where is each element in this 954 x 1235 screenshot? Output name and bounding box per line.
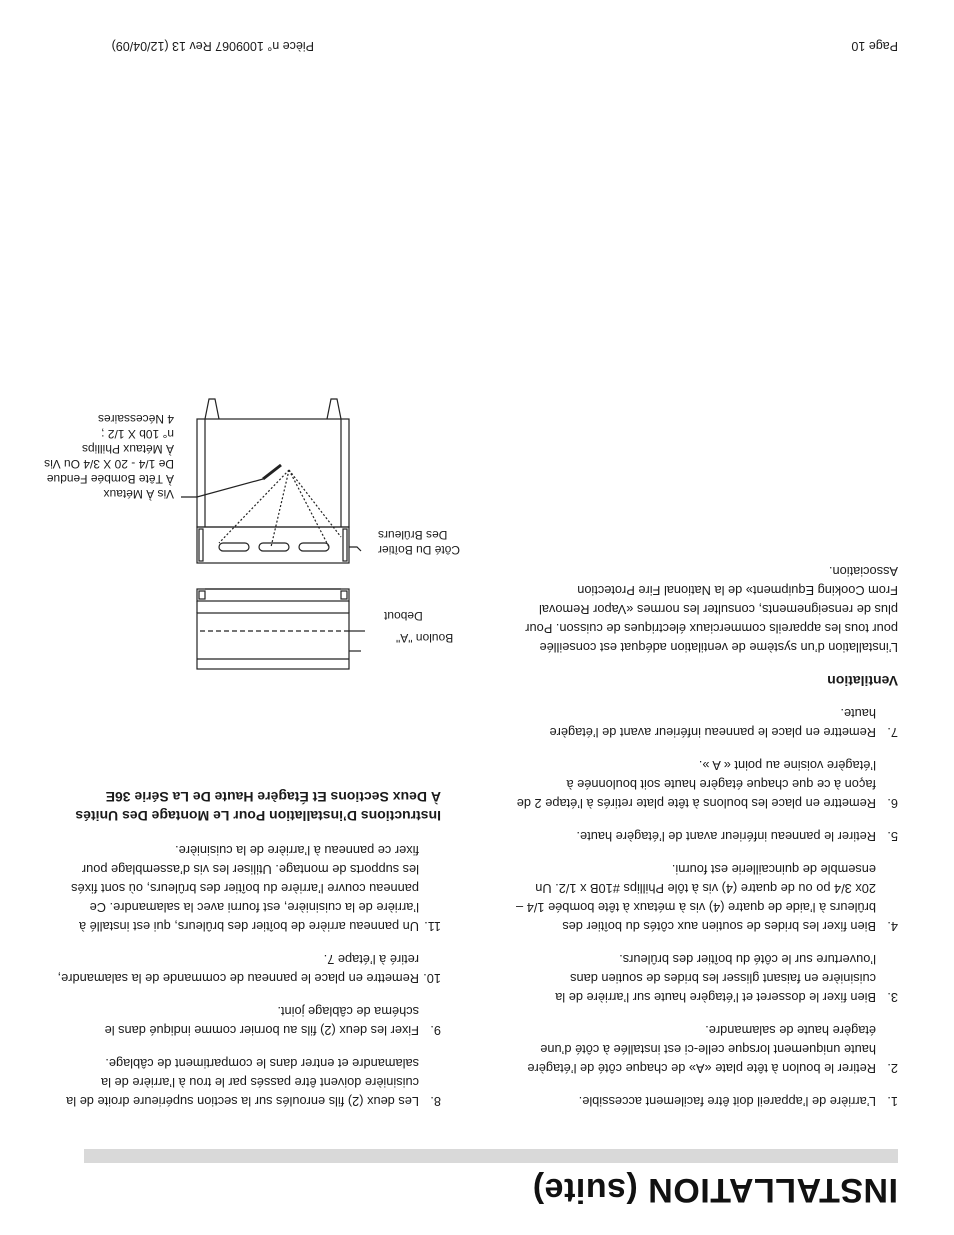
list-item: 1. L’arrière de l’appareil doit être facilement accessible. [578, 1094, 898, 1109]
list-item: 3. Bien fixer le dosseret et l’étagère haute sur l’arrière de la cuisinière en faisant glisser les brides de soutien dans l’ouverture sur le côté du boîtier des brûleurs. [555, 952, 898, 1005]
screw-icon [263, 465, 281, 479]
foot-right [205, 399, 219, 419]
foot-left [327, 399, 341, 419]
page-number: Page 10 [851, 39, 898, 53]
list-item: 10. Remettre en place le panneau de commande de la salamandre, retiré à l’étape 7. [57, 952, 441, 986]
list-item: 4. Bien fixer les brides de soutien aux côtés du boîtier des brûleurs à l’aide de quatre (4) vis à métaux à tête bombée 1/4 – 20x 3/4 po ou de quatre (4) vis à tôle Phillips #10B x 1/2. Un ensemble de quincaillerie est fourni. [516, 862, 898, 934]
label-vis-metaux: Vis À Métaux À Tête Bombée Fendue De 1/4 - 20 X 3/4 Ou Vis À Métaux Phillips n° 10b X 1/2 ; 4 Nécessaires [44, 412, 174, 501]
title-divider-bar [84, 1149, 898, 1163]
bolt-strip [197, 589, 349, 601]
list-item: 8. Les deux (2) fils enroulés sur la section supérieure droite de la cuisinière doivent être passés par le trou à l’arrière de la salamandre et entrer dans le compartiment de câblage. [66, 1056, 441, 1109]
list-item: 9. Fixer les deux (2) fils au bornier comme indiqué dans le schéma de câblage joint. [104, 1004, 441, 1038]
diagram-heading: Instructions D’installation Pour Le Montage Des Unités À Deux Sections Et Étagère Haute De La Série 36E [75, 789, 441, 824]
list-item: 6. Remettre en place les boulons à tête plate retirés à l’étape 2 de façon à ce que chaque étagère haute soit boulonnée à l’étagère voisine au point « A ». [516, 758, 898, 811]
bolt-a-left [341, 591, 347, 599]
list-item: 5. Retirer le panneau inférieur avant de l’étagère haute. [576, 829, 898, 844]
list-item: 11. Un panneau arrière de boîtier des brûleurs, qui est installé à l’arrière de la cuisinière, est fourni avec la salamandre. Ce panneau couvre l’arrière du boîtier des brûleurs, où sont fixés les supports de montage. Utiliser les vis d’assemblage pour fixer ce panneau à l’arrière de la cuisinière. [71, 843, 441, 934]
right-column [57, 773, 441, 1111]
ventilation-heading: Ventilation [827, 673, 898, 689]
bolt-a-right [199, 591, 205, 599]
slot-left [299, 543, 329, 551]
list-item: 2. Retirer le boulon à tête plate «A» de chaque côté de l’étagère haute uniquement lorsque celle-ci est installée à côté d’une étagère haute de salamandre. [527, 1023, 898, 1076]
page-title: INSTALLATION (suite) [532, 1171, 898, 1209]
list-item: 7. Remettre en place le panneau inférieur avant de l’étagère haute. [549, 706, 898, 740]
left-column [514, 562, 898, 1111]
ventilation-text: L’installation d’un système de ventilation adéquat est conseillée pour tous les appareils commerciaux électriques de cuisson. Pour plus de renseignements, consulter les normes «Vapor Removal From Cooking Equipment» de la National Fire Protection Association. [525, 564, 898, 655]
slot-right [219, 543, 249, 551]
part-number: Pièce n° 1009067 Rev 13 (12/04/09) [111, 39, 314, 53]
salamander-top-panel [197, 613, 349, 669]
slot-center [259, 543, 289, 551]
label-debout: Debout [384, 609, 423, 623]
label-boulon-a: Boulon "A" [396, 631, 454, 645]
label-cote-boitier: Côté Du Boîtier Des Brûleurs [378, 528, 461, 557]
